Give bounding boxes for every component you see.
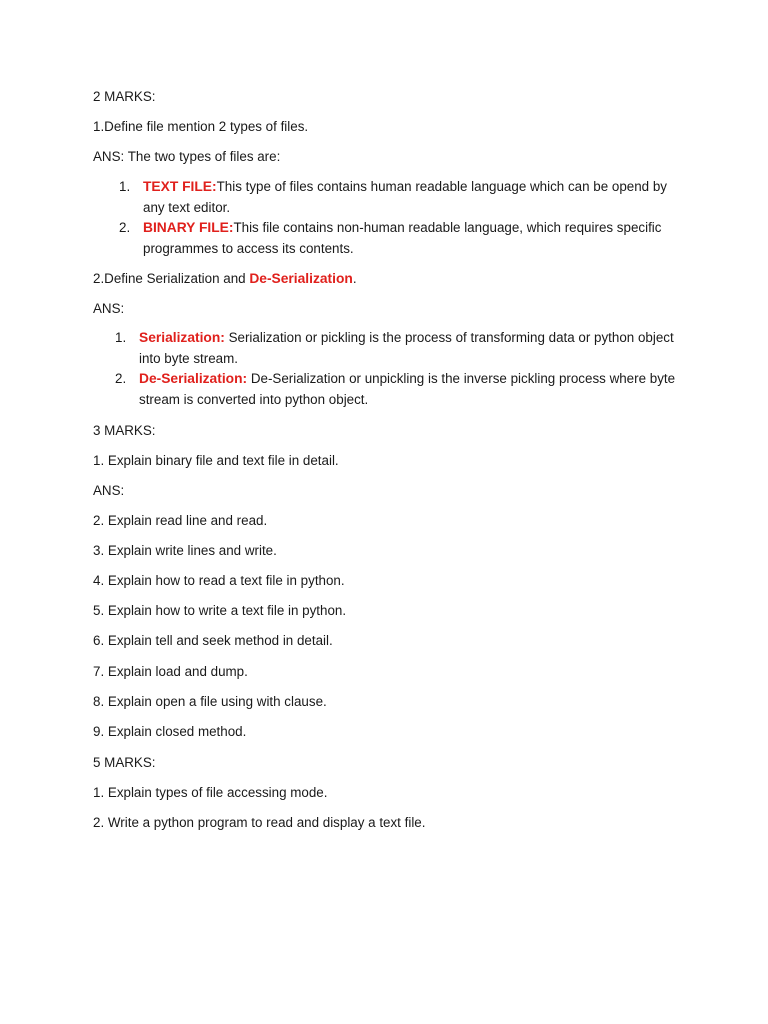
question-3-marks-4: 4. Explain how to read a text file in python.: [93, 573, 345, 588]
definition-serialization: Serialization or pickling is the process of transforming data or python object into byte stream.: [139, 330, 674, 366]
answer-intro-serialization: ANS:: [93, 301, 125, 316]
question-3-marks-9: 9. Explain closed method.: [93, 724, 247, 739]
answer-intro-file-types: ANS: The two types of files are:: [93, 149, 281, 164]
heading-3-marks: 3 MARKS:: [93, 423, 156, 438]
list-number: 2.: [119, 220, 131, 235]
list-number: 1.: [115, 330, 127, 345]
term-de-serialization: De-Serialization:: [139, 371, 248, 386]
serialization-list: [115, 328, 679, 410]
question-5-marks-1: 1. Explain types of file accessing mode.: [93, 785, 328, 800]
heading-2-marks: 2 MARKS:: [93, 89, 156, 104]
term-binary-file: BINARY FILE:: [143, 220, 234, 235]
definition-de-serialization: De-Serialization or unpickling is the inverse pickling process where byte stream is converted into python object.: [139, 371, 676, 407]
definition-text-file: This type of files contains human readable language which can be opend by any text editor.: [143, 179, 667, 215]
term-de-serialization-heading: De-Serialization: [249, 271, 353, 286]
question-3-marks-8: 8. Explain open a file using with clause.: [93, 694, 327, 709]
heading-5-marks: 5 MARKS:: [93, 755, 156, 770]
list-item-de-serialization: [115, 369, 679, 410]
question-2-marks-2: [93, 270, 357, 288]
answer-intro-3-marks: ANS:: [93, 483, 125, 498]
question-3-marks-6: 6. Explain tell and seek method in detail.: [93, 633, 333, 648]
question-2-marks-1: 1.Define file mention 2 types of files.: [93, 119, 309, 134]
term-serialization: Serialization:: [139, 330, 225, 345]
list-number: 1.: [119, 179, 131, 194]
definition-binary-file: This file contains non-human readable language, which requires specific programmes to access its contents.: [143, 220, 662, 256]
question-3-marks-5: 5. Explain how to write a text file in python.: [93, 603, 347, 618]
list-item-serialization: [115, 328, 679, 369]
file-types-list: [119, 177, 683, 259]
question-3-marks-7: 7. Explain load and dump.: [93, 664, 248, 679]
question-3-marks-3: 3. Explain write lines and write.: [93, 543, 277, 558]
term-text-file: TEXT FILE:: [143, 179, 217, 194]
question-prefix: 2.Define Serialization and: [93, 271, 250, 286]
list-item-binary-file: [119, 218, 683, 259]
list-item-text-file: [119, 177, 683, 218]
question-suffix: .: [352, 271, 357, 286]
question-5-marks-2: 2. Write a python program to read and display a text file.: [93, 815, 426, 830]
question-3-marks-2: 2. Explain read line and read.: [93, 513, 268, 528]
list-number: 2.: [115, 371, 127, 386]
question-3-marks-1: 1. Explain binary file and text file in detail.: [93, 453, 339, 468]
